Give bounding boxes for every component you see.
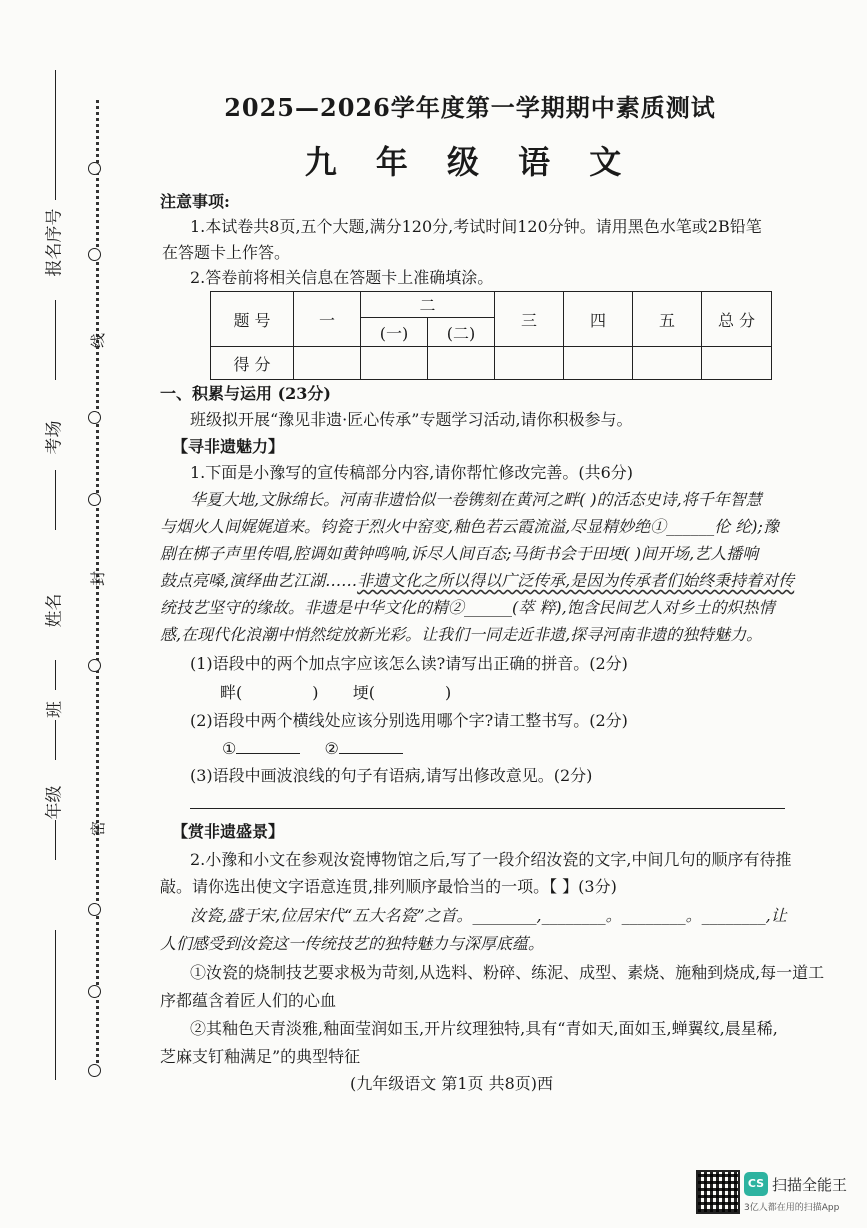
margin-line [55, 70, 56, 200]
notice-item: 1.本试卷共8页,五个大题,满分120分,考试时间120分钟。请用黑色水笔或2B铅笔 [190, 217, 762, 236]
sub-question: (2)语段中两个横线处应该分别选用哪个字?请工整书写。(2分) [190, 711, 628, 730]
field-label: 姓名 [44, 593, 65, 628]
header-cell: (一) [361, 318, 428, 347]
page-footer: (九年级语文 第1页 共8页)西 [350, 1074, 554, 1093]
notice-heading: 注意事项: [160, 192, 230, 211]
answer-blank[interactable] [339, 739, 403, 754]
margin-line [55, 930, 56, 1080]
exam-title: 2025—2026学年度第一学期期中素质测试 [224, 93, 716, 122]
question: 2.小豫和小文在参观汝瓷博物馆之后,写了一段介绍汝瓷的文字,中间几句的顺序有待推 [190, 850, 792, 869]
header-cell: 三 [495, 292, 564, 347]
margin-line [55, 820, 56, 860]
sub-question: (3)语段中画波浪线的句子有语病,请写出修改意见。(2分) [190, 766, 593, 785]
passage-line: 鼓点亮嗓,演绎曲艺江湖……非遗文化之所以得以广泛传承,是因为传承者们始终秉持着对传 [160, 571, 795, 590]
passage-line: 剧在梆子声里传唱,腔调如黄钟鸣响,诉尽人间百态;马街书会于田埂( )间开场,艺人播响 [160, 544, 759, 563]
wavy-sentence: 非遗文化之所以得以广泛传承,是因为传承者们始终秉持着对传 [357, 571, 795, 590]
notice-item: 在答题卡上作答。 [162, 243, 291, 262]
seal-word: 线 [89, 332, 108, 349]
margin-line [55, 660, 56, 690]
binding-hole-icon [88, 1064, 101, 1077]
answer-line[interactable] [190, 808, 785, 809]
field-label: 年级 [44, 785, 65, 820]
scanner-name: 扫描全能王 [772, 1176, 848, 1194]
score-cell[interactable] [361, 347, 428, 380]
header-cell: 总 分 [702, 292, 772, 347]
field-label: 班 [45, 701, 65, 718]
binding-hole-icon [88, 903, 101, 916]
margin-line [55, 300, 56, 380]
score-cell[interactable] [294, 347, 361, 380]
seal-word: 密 [89, 820, 108, 837]
score-cell[interactable] [633, 347, 702, 380]
header-cell: 题 号 [211, 292, 294, 347]
seal-dotted-line [96, 100, 99, 1075]
question: 1.下面是小豫写的宣传稿部分内容,请你帮忙修改完善。(共6分) [190, 463, 634, 482]
header-cell: 五 [633, 292, 702, 347]
subject-title: 九 年 级 语 文 [304, 143, 636, 181]
answer-blank[interactable] [236, 739, 300, 754]
notice-item: 2.答卷前将相关信息在答题卡上准确填涂。 [190, 268, 494, 287]
margin-line [55, 470, 56, 530]
header-cell: 二 [361, 292, 495, 318]
field-label: 考场 [44, 420, 65, 455]
binding-hole-icon [88, 493, 101, 506]
header-cell: 四 [564, 292, 633, 347]
header-cell: 一 [294, 292, 361, 347]
section-heading: 一、积累与运用 (23分) [160, 384, 331, 403]
passage-line: 华夏大地,文脉绵长。河南非遗恰似一卷镌刻在黄河之畔( )的活态史诗,将千年智慧 [190, 490, 762, 509]
score-cell[interactable] [428, 347, 495, 380]
word-blanks: ① ② [222, 739, 403, 759]
score-table [210, 291, 772, 380]
scanner-tagline: 3亿人都在用的扫描App [744, 1203, 840, 1213]
score-cell[interactable] [702, 347, 772, 380]
subsection-heading: 【赏非遗盛景】 [172, 822, 285, 841]
option: 芝麻支钉釉满足”的典型特征 [160, 1047, 361, 1066]
section-intro: 班级拟开展“豫见非遗·匠心传承”专题学习活动,请你积极参与。 [190, 410, 633, 429]
field-label: 报名序号 [44, 208, 65, 277]
question: 敲。请你选出使文字语意连贯,排列顺序最恰当的一项。【 】(3分) [160, 877, 617, 896]
qr-code-icon [696, 1170, 740, 1214]
option: 序都蕴含着匠人们的心血 [160, 991, 337, 1010]
score-cell[interactable] [564, 347, 633, 380]
passage-line: 感,在现代化浪潮中悄然绽放新光彩。让我们一同走近非遗,探寻河南非遗的独特魅力。 [160, 625, 763, 644]
header-cell: (二) [428, 318, 495, 347]
header-cell: 得 分 [211, 347, 294, 380]
binding-hole-icon [88, 659, 101, 672]
option: ①汝瓷的烧制技艺要求极为苛刻,从选料、粉碎、练泥、成型、素烧、施釉到烧成,每一道工 [190, 963, 825, 982]
passage-line: 与烟火人间娓娓道来。钧瓷于烈火中窑变,釉色若云霞流溢,尽显精妙绝①______伦 纶);豫 [160, 517, 779, 536]
binding-hole-icon [88, 985, 101, 998]
camscanner-logo: CS [744, 1172, 768, 1196]
passage-line: 汝瓷,盛于宋,位居宋代“五大名瓷”之首。________,________。________。________,让 [190, 906, 787, 925]
seal-word: 封 [89, 570, 108, 587]
passage-line: 统技艺坚守的缘故。非遗是中华文化的精②______(萃 粹),饱含民间艺人对乡土的炽热情 [160, 598, 775, 617]
binding-hole-icon [88, 248, 101, 261]
passage-line: 人们感受到汝瓷这一传统技艺的独特魅力与深厚底蕴。 [160, 934, 545, 953]
option: ②其釉色天青淡雅,釉面莹润如玉,开片纹理独特,具有“青如天,面如玉,蝉翼纹,晨星稀, [190, 1019, 778, 1038]
sub-question: (1)语段中的两个加点字应该怎么读?请写出正确的拼音。(2分) [190, 654, 628, 673]
binding-hole-icon [88, 411, 101, 424]
pinyin-prompt: 畔( ) 埂( ) [220, 683, 452, 702]
binding-hole-icon [88, 162, 101, 175]
subsection-heading: 【寻非遗魅力】 [172, 437, 285, 456]
margin-line [55, 720, 56, 760]
score-cell[interactable] [495, 347, 564, 380]
